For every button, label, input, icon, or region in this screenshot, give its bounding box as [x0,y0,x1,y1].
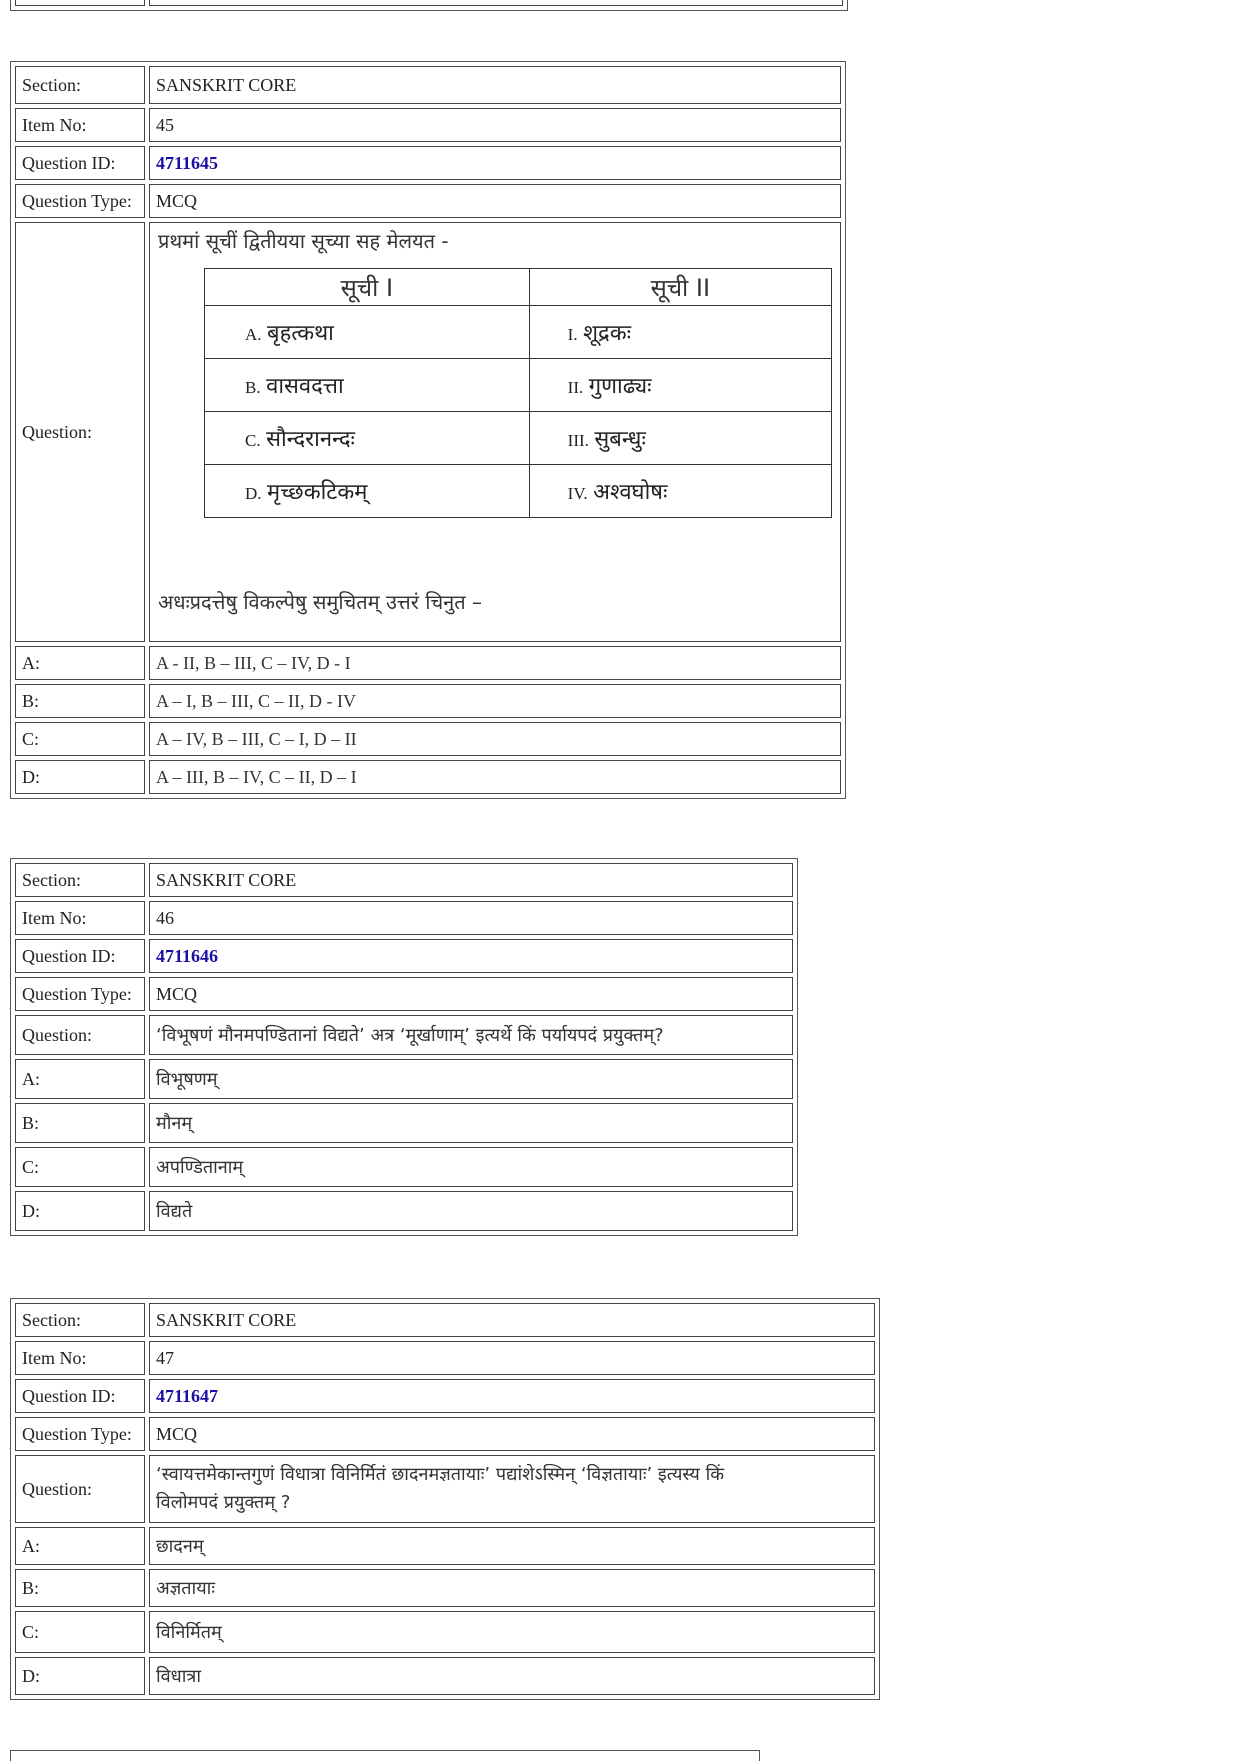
list1-item: मृच्छकटिकम् [267,480,368,505]
option-d-label: D: [15,760,145,794]
question-table-44-partial [10,0,848,11]
option-a-label: A: [15,1527,145,1565]
section-label: Section: [15,1303,145,1337]
list1-marker: B. [245,378,261,397]
list1-item: वासवदत्ता [266,374,344,399]
option-a-label: A: [15,646,145,680]
question-id-value: 4711645 [149,146,841,180]
question-type-value: MCQ [149,1417,875,1451]
option-d-text: विधात्रा [149,1657,875,1695]
option-c-label: C: [15,1611,145,1653]
option-b-text: मौनम् [149,1103,793,1143]
question-type-label: Question Type: [15,1417,145,1451]
question-id-value: 4711646 [149,939,793,973]
question-intro: प्रथमां सूचीं द्वितीयया सूच्या सह मेलयत - [158,229,449,253]
question-id-label: Question ID: [15,1379,145,1413]
match-row [205,412,832,465]
list2-item: शूद्रकः [583,321,632,346]
question-text-line-1: ‘स्वायत्तमेकान्तगुणं विधात्रा विनिर्मितं छादनमज्ञतायाः’ पद्यांशेऽस्मिन् ‘विज्ञतायाः’ इत्यस्य किं [156,1464,725,1485]
list2-item: गुणाढ्यः [588,374,652,399]
question-type-value: MCQ [149,184,841,218]
list2-marker: I. [567,325,578,344]
option-d-text: A – III, B – IV, C – II, D – I [149,760,841,794]
option-c-label: C: [15,722,145,756]
option-c-label: C: [15,1147,145,1187]
list2-marker: IV. [567,484,588,503]
item-no-label: Item No: [15,108,145,142]
item-no-value: 46 [149,901,793,935]
question-label: Question: [15,222,145,642]
question-id-label: Question ID: [15,146,145,180]
question-id-value: 4711647 [149,1379,875,1413]
option-a-text: A - II, B – III, C – IV, D - I [149,646,841,680]
list-header-1: सूची I [205,269,530,306]
question-label: Question: [15,1455,145,1523]
item-no-label: Item No: [15,1341,145,1375]
list1-item: बृहत्कथा [267,321,334,346]
option-d-text: विद्यते [149,1191,793,1231]
question-body [149,222,841,642]
list1-marker: A. [245,325,262,344]
question-label: Question: [15,1015,145,1055]
section-label: Section: [15,66,145,104]
list1-item: सौन्दरानन्दः [266,427,355,452]
item-no-value: 45 [149,108,841,142]
match-row [205,359,832,412]
section-value: SANSKRIT CORE [149,1303,875,1337]
option-d-row [15,0,843,6]
option-d-label: D: [15,1191,145,1231]
question-instruction: अधःप्रदत्तेषु विकल्पेषु समुचितम् उत्तरं चिनुत – [158,590,483,614]
match-row [205,465,832,518]
list1-marker: C. [245,431,261,450]
list2-item: सुबन्धुः [594,427,646,452]
option-c-text: A – IV, B – III, C – I, D – II [149,722,841,756]
item-no-label: Item No: [15,901,145,935]
question-type-label: Question Type: [15,184,145,218]
option-a-text: छादनम् [149,1527,875,1565]
list1-marker: D. [245,484,262,503]
question-id-label: Question ID: [15,939,145,973]
match-list-table [204,268,832,518]
question-text-line-2: विलोमपदं प्रयुक्तम् ? [156,1492,291,1513]
list2-marker: II. [567,378,584,397]
option-b-text: A – I, B – III, C – II, D - IV [149,684,841,718]
option-c-text: अपण्डितानाम् [149,1147,793,1187]
question-table-45 [10,61,846,799]
option-d-label: D: [15,1657,145,1695]
question-type-value: MCQ [149,977,793,1011]
list-header-2: सूची II [529,269,831,306]
option-b-label: B: [15,1103,145,1143]
section-value: SANSKRIT CORE [149,863,793,897]
option-d-text [149,0,843,6]
question-table-46 [10,858,798,1236]
option-b-label: B: [15,1569,145,1607]
option-b-text: अज्ञतायाः [149,1569,875,1607]
question-text: ‘विभूषणं मौनमपण्डितानां विद्यते’ अत्र ‘मूर्खाणाम्’ इत्यर्थे किं पर्यायपदं प्रयुक्तम्? [149,1015,793,1055]
question-table-48-partial [10,1750,760,1761]
item-no-value: 47 [149,1341,875,1375]
question-type-label: Question Type: [15,977,145,1011]
section-label: Section: [15,863,145,897]
option-d-label [15,0,145,6]
option-a-text: विभूषणम् [149,1059,793,1099]
question-text [149,1455,875,1523]
list2-item: अश्वघोषः [593,480,668,505]
option-c-text: विनिर्मितम् [149,1611,875,1653]
match-row [205,306,832,359]
section-value: SANSKRIT CORE [149,66,841,104]
question-table-47 [10,1298,880,1700]
option-a-label: A: [15,1059,145,1099]
option-b-label: B: [15,684,145,718]
list2-marker: III. [567,431,589,450]
